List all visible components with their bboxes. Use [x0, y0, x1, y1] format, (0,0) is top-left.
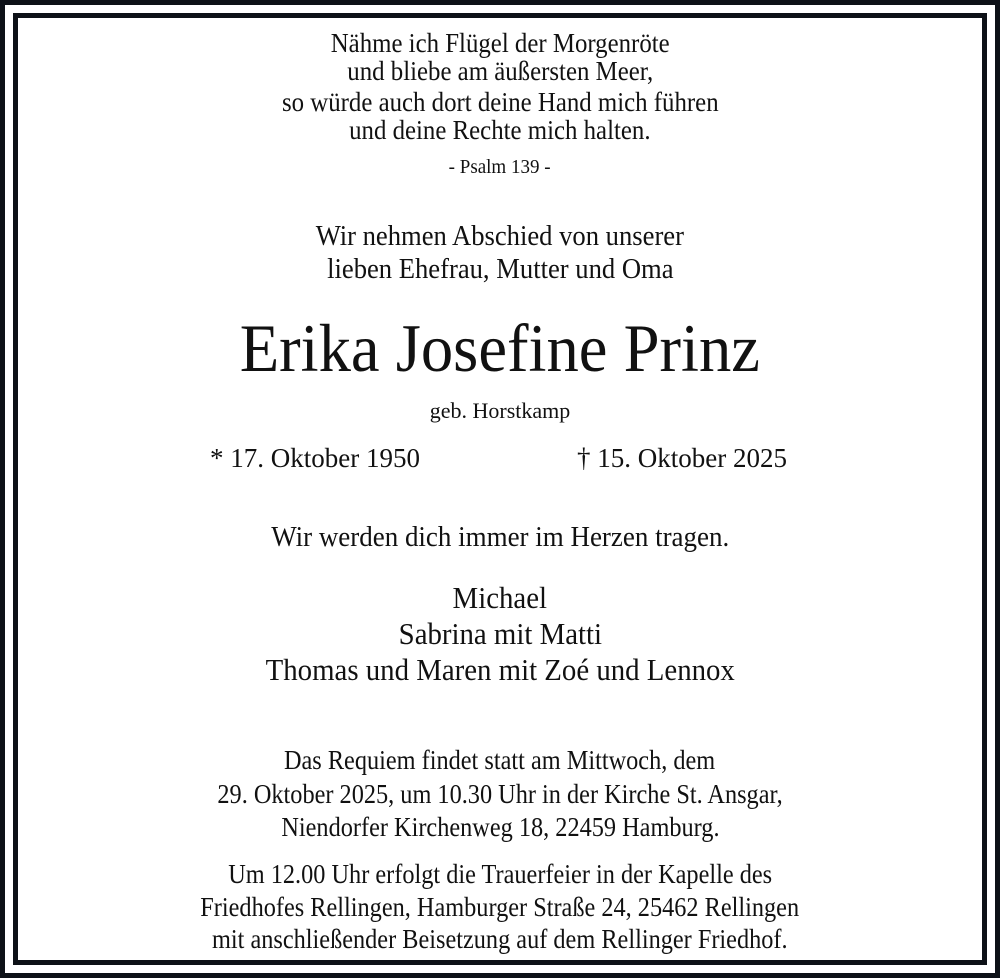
family-member-line: Thomas und Maren mit Zoé und Lennox	[265, 652, 735, 687]
funeral-line: mit anschließender Beisetzung auf dem Rellinger Friedhof.	[212, 924, 788, 954]
funeral-line: Um 12.00 Uhr erfolgt die Trauerfeier in der Kapelle des	[228, 859, 772, 889]
requiem-line: Das Requiem findet statt am Mittwoch, dem	[284, 745, 716, 775]
intro-line: Wir nehmen Abschied von unserer	[315, 221, 685, 252]
deceased-name: Erika Josefine Prinz	[239, 310, 761, 386]
maiden-name: geb. Horstkamp	[429, 398, 571, 423]
verse-line: so würde auch dort deine Hand mich führen	[281, 87, 719, 117]
verse-line: und bliebe am äußersten Meer,	[347, 56, 653, 86]
intro-line: lieben Ehefrau, Mutter und Oma	[326, 254, 674, 285]
verse-line: Nähme ich Flügel der Morgenröte	[330, 28, 670, 58]
memorial-motto: Wir werden dich immer im Herzen tragen.	[271, 521, 729, 553]
family-member-line: Sabrina mit Matti	[398, 616, 602, 651]
verse-line: und deine Rechte mich halten.	[349, 115, 651, 145]
family-member-line: Michael	[452, 580, 548, 615]
death-date: † 15. Oktober 2025	[577, 443, 787, 473]
verse-source: - Psalm 139 -	[449, 156, 551, 178]
birth-date: * 17. Oktober 1950	[210, 443, 420, 473]
requiem-line: Niendorfer Kirchenweg 18, 22459 Hamburg.	[280, 812, 720, 842]
funeral-line: Friedhofes Rellingen, Hamburger Straße 24, 25462 Rellingen	[200, 892, 800, 922]
requiem-line: 29. Oktober 2025, um 10.30 Uhr in der Kirche St. Ansgar,	[217, 779, 783, 809]
